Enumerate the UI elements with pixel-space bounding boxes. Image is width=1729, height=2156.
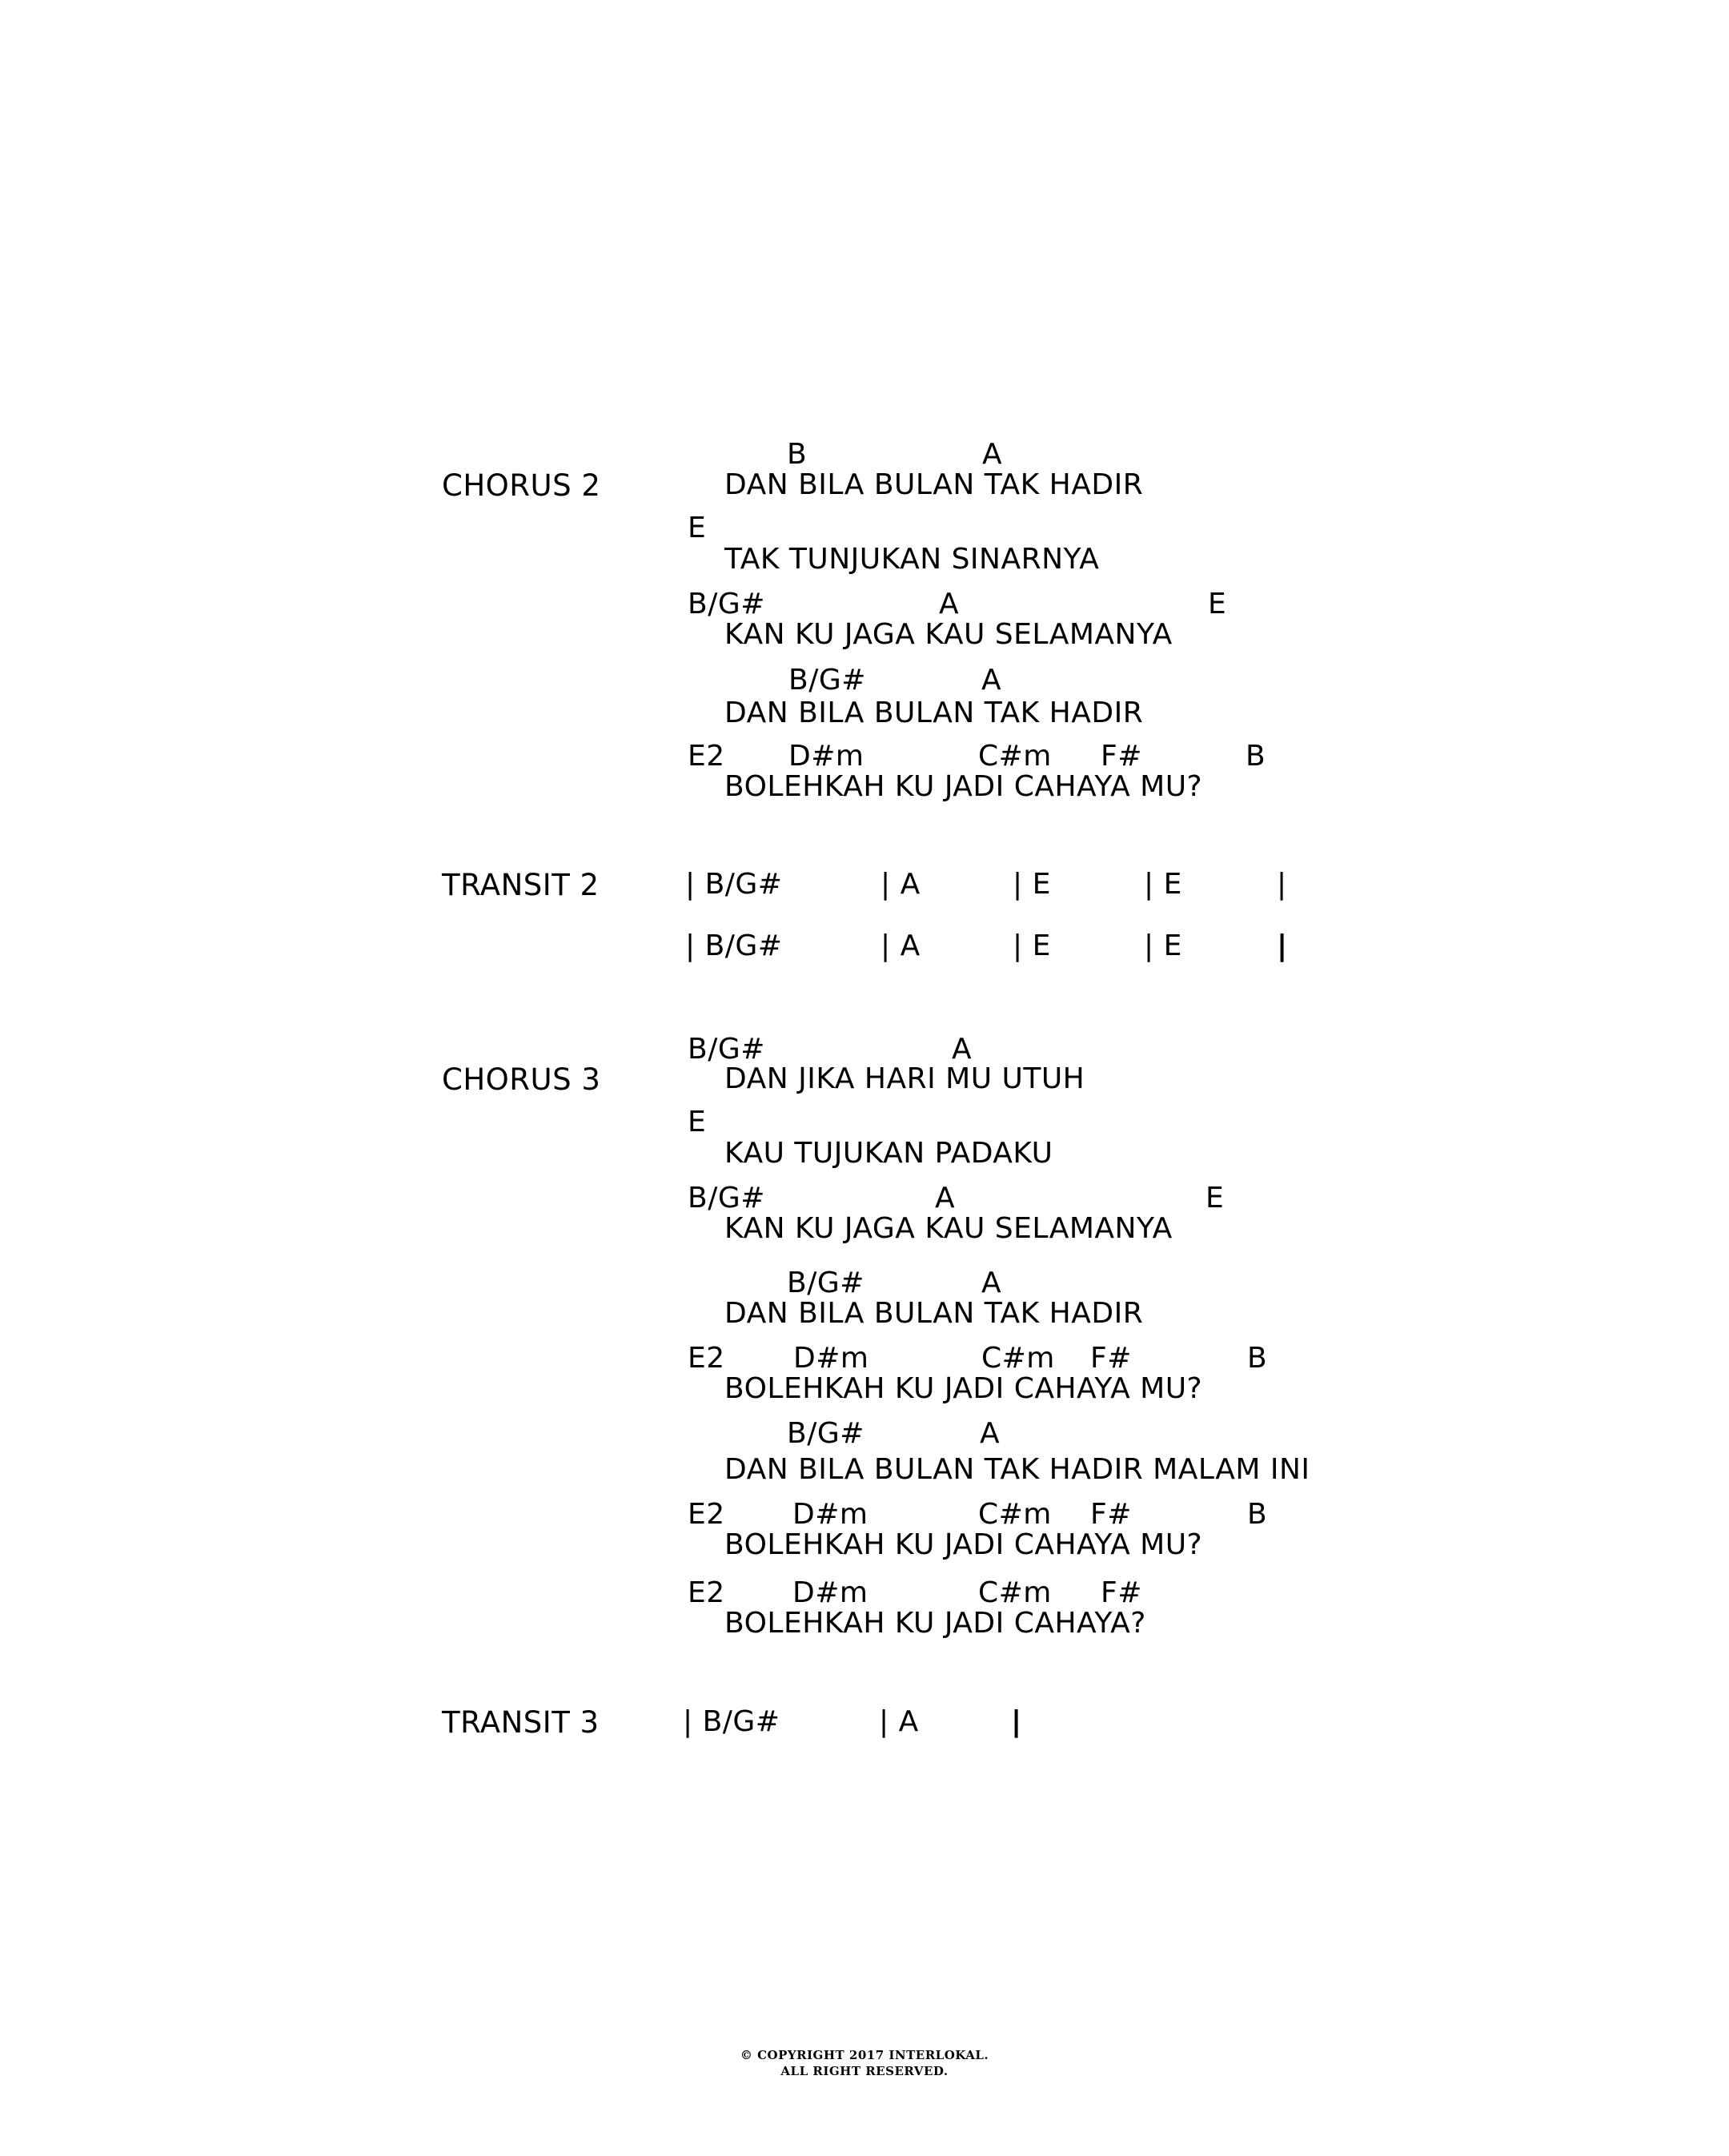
chord: B/G# xyxy=(688,588,765,620)
bar-chord: | A xyxy=(881,868,921,901)
bar-chord: | E xyxy=(1144,929,1182,962)
bar-chord: | A xyxy=(881,929,921,962)
lyric-line: BOLEHKAH KU JADI CAHAYA MU? xyxy=(724,770,1203,803)
chord: E xyxy=(1208,588,1227,620)
lyric-line: DAN BILA BULAN TAK HADIR xyxy=(724,697,1144,729)
section-label-transit-2: TRANSIT 2 xyxy=(442,868,600,902)
bar-chord: | B/G# xyxy=(685,929,783,962)
lyric-line: KAN KU JAGA KAU SELAMANYA xyxy=(724,1212,1173,1245)
chord: A xyxy=(952,1033,973,1066)
chord: C#m xyxy=(978,1576,1052,1609)
chord: A xyxy=(980,1417,1001,1450)
chord: A xyxy=(935,1182,956,1215)
section-label-chorus-3: CHORUS 3 xyxy=(442,1062,601,1097)
chord: B/G# xyxy=(788,664,866,697)
section-label-transit-3: TRANSIT 3 xyxy=(442,1705,600,1740)
chord: B/G# xyxy=(688,1033,765,1066)
chord: E2 xyxy=(688,1576,725,1609)
chord: B xyxy=(1246,740,1266,773)
chord: E xyxy=(688,1106,707,1138)
bar-line: | xyxy=(1277,868,1287,901)
chord: B/G# xyxy=(787,1417,864,1450)
chord: E2 xyxy=(688,740,725,773)
chord: B/G# xyxy=(688,1182,765,1215)
rights-line: ALL RIGHT RESERVED. xyxy=(780,2064,949,2078)
chord: F# xyxy=(1101,740,1142,773)
lyric-line: DAN BILA BULAN TAK HADIR xyxy=(724,1297,1144,1330)
chord: F# xyxy=(1090,1498,1132,1531)
lyric-line: DAN BILA BULAN TAK HADIR xyxy=(724,468,1144,501)
chord: B xyxy=(1247,1342,1268,1375)
chord: B xyxy=(787,438,808,471)
chord: E xyxy=(688,512,707,544)
chord: C#m xyxy=(978,1498,1052,1531)
chord: A xyxy=(982,438,1003,471)
lyric-line: DAN BILA BULAN TAK HADIR MALAM INI xyxy=(724,1453,1310,1486)
bar-line: | xyxy=(1011,1705,1022,1738)
lyric-line: KAN KU JAGA KAU SELAMANYA xyxy=(724,618,1173,651)
bar-chord: | E xyxy=(1013,929,1051,962)
bar-line: | xyxy=(1277,929,1288,962)
chord: D#m xyxy=(792,1498,869,1531)
chord: A xyxy=(981,1267,1002,1299)
chord: E2 xyxy=(688,1342,725,1375)
chord: D#m xyxy=(793,1342,869,1375)
bar-chord: | B/G# xyxy=(685,868,783,901)
lyric-line: BOLEHKAH KU JADI CAHAYA? xyxy=(724,1607,1146,1640)
chord: A xyxy=(939,588,960,620)
bar-chord: | E xyxy=(1013,868,1051,901)
chord: B/G# xyxy=(787,1267,864,1299)
lyric-line: TAK TUNJUKAN SINARNYA xyxy=(724,543,1100,576)
chord: F# xyxy=(1101,1576,1142,1609)
chord: B xyxy=(1247,1498,1268,1531)
lyric-line: BOLEHKAH KU JADI CAHAYA MU? xyxy=(724,1372,1203,1405)
chord: F# xyxy=(1090,1342,1132,1375)
bar-chord: | A xyxy=(879,1705,919,1738)
section-label-chorus-2: CHORUS 2 xyxy=(442,468,601,503)
chord: D#m xyxy=(792,1576,869,1609)
chord: C#m xyxy=(981,1342,1055,1375)
chord: A xyxy=(981,664,1002,697)
copyright-line: © COPYRIGHT 2017 INTERLOKAL. xyxy=(740,2048,989,2062)
lyric-line: BOLEHKAH KU JADI CAHAYA MU? xyxy=(724,1528,1203,1561)
lyric-line: DAN JIKA HARI MU UTUH xyxy=(724,1062,1085,1095)
bar-chord: | B/G# xyxy=(683,1705,780,1738)
chord: D#m xyxy=(788,740,864,773)
bar-chord: | E xyxy=(1144,868,1182,901)
chord: E xyxy=(1205,1182,1225,1215)
chord: C#m xyxy=(978,740,1052,773)
chord: E2 xyxy=(688,1498,725,1531)
lyric-line: KAU TUJUKAN PADAKU xyxy=(724,1137,1053,1170)
